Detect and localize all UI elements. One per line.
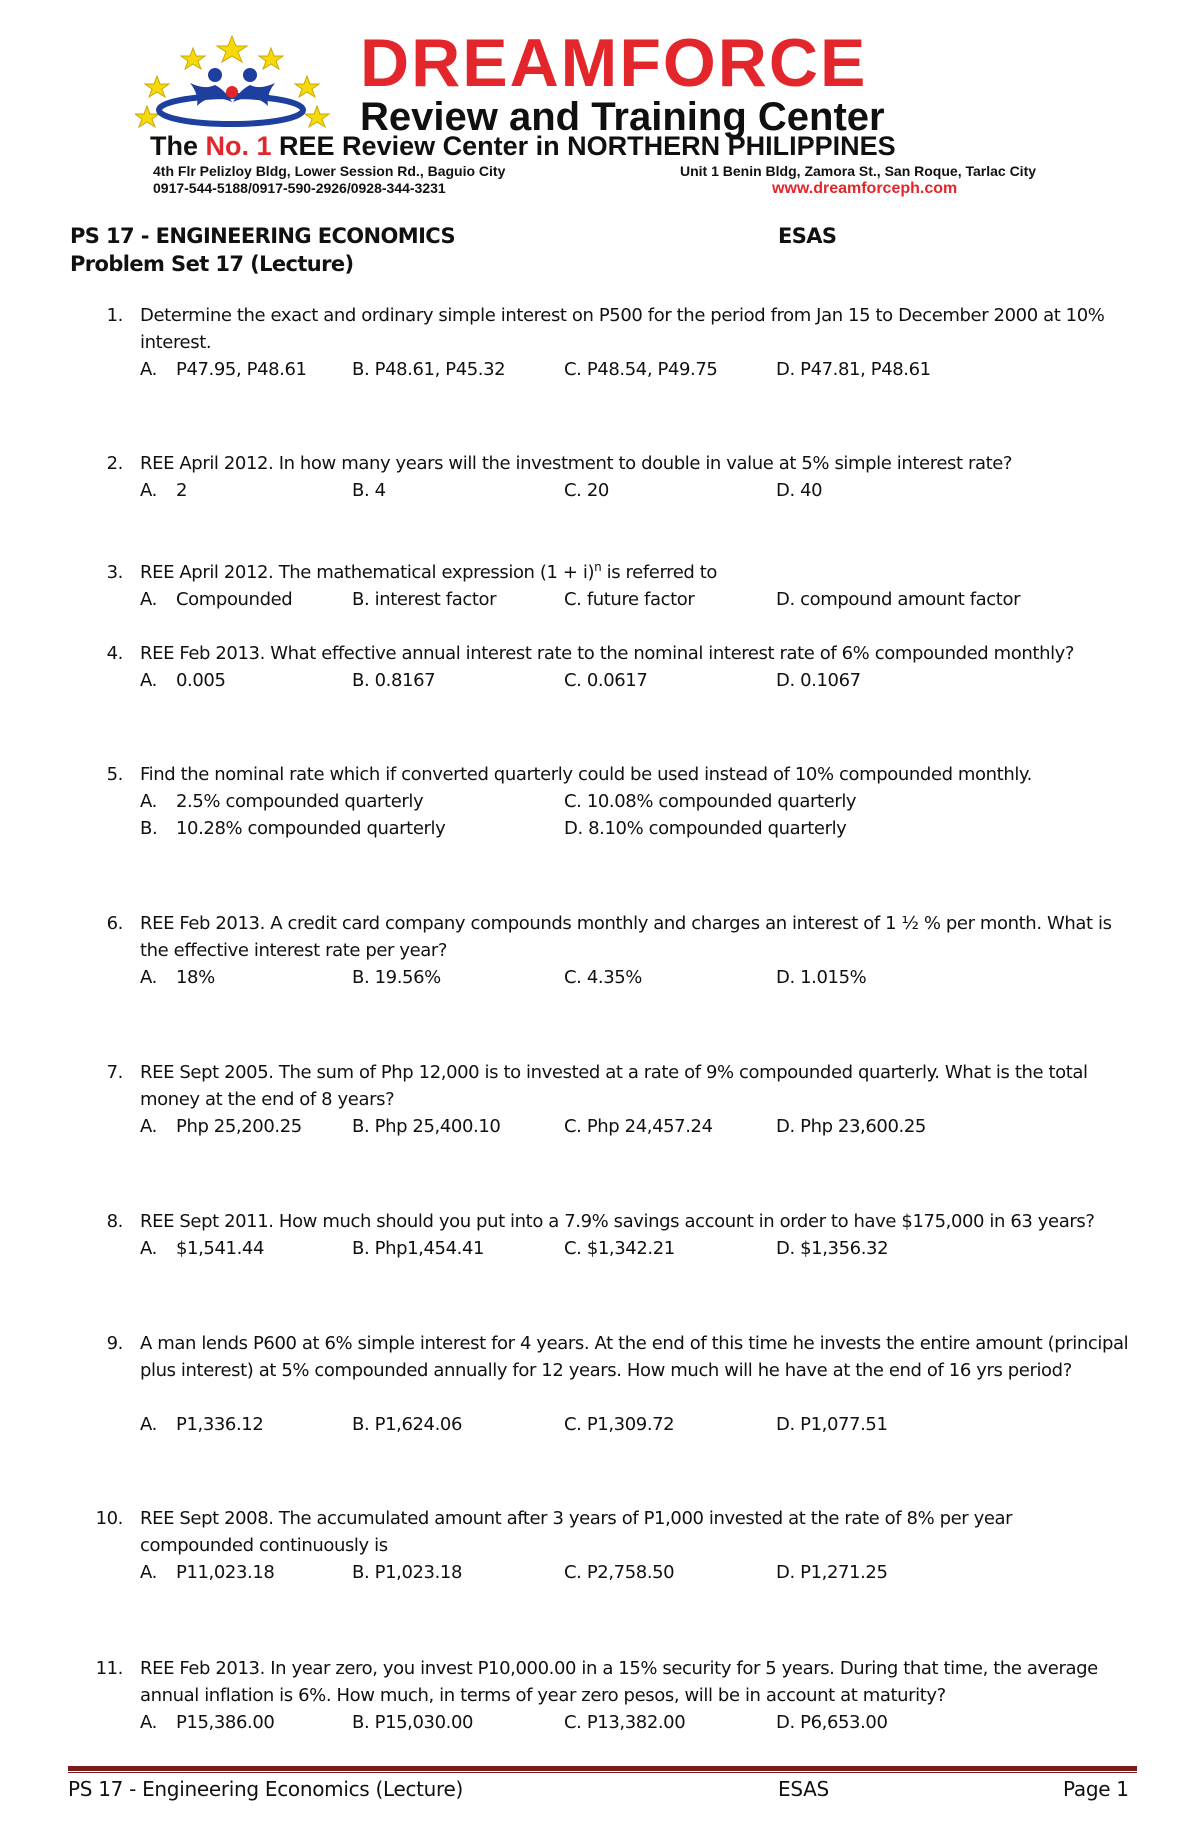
option-text: 40: [800, 480, 823, 501]
option-letter: C.: [564, 1712, 582, 1733]
option-text: 0.8167: [374, 670, 436, 691]
option-text: P1,336.12: [176, 1414, 264, 1435]
option-a: [140, 1235, 264, 1262]
option-text: compound amount factor: [800, 589, 1021, 610]
option-b: [352, 1411, 462, 1438]
option-text: 1.015%: [800, 967, 867, 988]
option-letter: B.: [352, 967, 370, 988]
document-title: PS 17 - ENGINEERING ECONOMICS: [70, 224, 456, 248]
option-text: P15,386.00: [176, 1712, 275, 1733]
footer-divider: [68, 1766, 1137, 1771]
question-number: 3.: [106, 562, 123, 583]
option-text: 0.0617: [586, 670, 648, 691]
question-text: A man lends P600 at 6% simple interest for 4 years. At the end of this time he invests the entire amount (principal plus interest) at 5% compounded annually for 12 years. How much will he have at the end of 16 yrs period?: [140, 1333, 1129, 1381]
contact-numbers: 0917-544-5188/0917-590-2926/0928-344-3231: [153, 180, 446, 196]
option-letter: D.: [776, 1238, 795, 1259]
address-baguio: [153, 163, 505, 197]
option-text: 10.08% compounded quarterly: [586, 791, 857, 812]
option-c: [564, 1235, 675, 1262]
brand-name: [360, 25, 1080, 101]
option-text: P1,309.72: [586, 1414, 675, 1435]
option-letter: A.: [140, 359, 157, 380]
option-letter: B.: [352, 359, 370, 380]
option-letter: A.: [140, 670, 157, 691]
option-text: P47.95, P48.61: [176, 359, 307, 380]
option-letter: D.: [776, 1712, 795, 1733]
option-text: Php 23,600.25: [800, 1116, 926, 1137]
option-b: [352, 667, 435, 694]
option-letter: D.: [564, 818, 583, 839]
document-author-label: ESAS: [778, 224, 837, 248]
option-d: [776, 1113, 926, 1140]
option-text: interest factor: [374, 589, 497, 610]
option-b: [140, 815, 445, 842]
option-letter: D.: [776, 480, 795, 501]
brand-subtitle: Review and Training Center: [360, 95, 885, 139]
option-text: 4: [374, 480, 386, 501]
option-text: P48.61, P45.32: [374, 359, 506, 380]
option-letter: A.: [140, 1712, 157, 1733]
option-text: Php 25,400.10: [374, 1116, 501, 1137]
option-letter: B.: [140, 818, 158, 839]
option-text: Php 24,457.24: [586, 1116, 713, 1137]
option-text: 2: [176, 480, 188, 501]
option-c: [564, 586, 694, 613]
option-d: [776, 1235, 888, 1262]
letterhead: [135, 25, 1075, 200]
question-number: 7.: [106, 1062, 123, 1083]
option-text: 20: [586, 480, 609, 501]
option-c: [564, 1559, 674, 1586]
option-text: Php 25,200.25: [176, 1116, 302, 1137]
option-d: [776, 1411, 888, 1438]
superscript-exponent: n: [594, 560, 602, 574]
option-text: P13,382.00: [586, 1712, 686, 1733]
option-a: [140, 1411, 263, 1438]
option-letter: D.: [776, 1562, 795, 1583]
option-text: 10.28% compounded quarterly: [176, 818, 446, 839]
option-letter: B.: [352, 1116, 370, 1137]
tagline-pre: The: [150, 131, 206, 161]
option-text: P2,758.50: [586, 1562, 675, 1583]
option-letter: A.: [140, 967, 157, 988]
option-letter: C.: [564, 1238, 582, 1259]
question-number: 2.: [106, 453, 123, 474]
footer-author: ESAS: [778, 1777, 829, 1801]
option-d: [776, 586, 1020, 613]
option-letter: B.: [352, 1562, 370, 1583]
option-text: P15,030.00: [374, 1712, 474, 1733]
option-b: [352, 1235, 484, 1262]
option-text: $1,356.32: [800, 1238, 889, 1259]
option-letter: C.: [564, 480, 582, 501]
tagline-no1: No. 1: [205, 131, 272, 161]
option-a: [140, 356, 307, 383]
option-text: 0.1067: [800, 670, 861, 691]
question-text: Find the nominal rate which if converted quarterly could be used instead of 10% compounded monthly.: [140, 764, 1032, 785]
question-number: 5.: [106, 764, 123, 785]
page-number: Page 1: [1063, 1777, 1129, 1801]
option-letter: B.: [352, 480, 370, 501]
option-text: 4.35%: [586, 967, 643, 988]
option-letter: D.: [776, 589, 795, 610]
option-a: [140, 964, 215, 991]
option-a: [140, 586, 292, 613]
option-d: [776, 667, 861, 694]
option-letter: D.: [776, 670, 795, 691]
option-a: [140, 1559, 274, 1586]
option-text: P11,023.18: [176, 1562, 275, 1583]
brand-word-force: FORCE: [619, 25, 868, 101]
question-number: 6.: [106, 913, 123, 934]
option-letter: C.: [564, 359, 582, 380]
option-d: [776, 964, 866, 991]
brand-word-dream: DREAM: [360, 25, 620, 101]
option-a: [140, 788, 423, 815]
option-c: [564, 356, 717, 383]
question-text: REE Sept 2005. The sum of Php 12,000 is to invested at a rate of 9% compounded quarterly. What is the total money at the end of 8 years?: [140, 1062, 1088, 1110]
question-number: 8.: [106, 1211, 123, 1232]
option-text: 8.10% compounded quarterly: [588, 818, 847, 839]
option-c: [564, 477, 609, 504]
option-letter: B.: [352, 1414, 370, 1435]
option-letter: B.: [352, 589, 370, 610]
option-text: 0.005: [176, 670, 226, 691]
option-letter: A.: [140, 1238, 157, 1259]
option-b: [352, 964, 441, 991]
option-text: Compounded: [176, 589, 293, 610]
option-letter: A.: [140, 480, 157, 501]
question-text: Determine the exact and ordinary simple interest on P500 for the period from Jan 15 to December 2000 at 10% interest.: [140, 305, 1105, 353]
option-d: [564, 815, 846, 842]
question-text: REE Sept 2011. How much should you put into a 7.9% savings account in order to have $175,000 in 63 years?: [140, 1211, 1095, 1232]
question-text: REE April 2012. In how many years will the investment to double in value at 5% simple interest rate?: [140, 453, 1013, 474]
address-tarlac: [680, 163, 1036, 197]
option-a: [140, 667, 226, 694]
address-tarlac-line: Unit 1 Benin Bldg, Zamora St., San Roque, Tarlac City: [680, 163, 1037, 179]
address-baguio-line: 4th Flr Pelizloy Bldg, Lower Session Rd., Baguio City: [153, 163, 506, 179]
option-text: $1,342.21: [586, 1238, 675, 1259]
option-text: 19.56%: [374, 967, 441, 988]
option-b: [352, 1709, 473, 1736]
option-text: Php1,454.41: [374, 1238, 485, 1259]
question-number: 10.: [95, 1508, 123, 1529]
option-c: [564, 667, 647, 694]
option-c: [564, 1411, 674, 1438]
option-d: [776, 1559, 888, 1586]
option-letter: D.: [776, 1414, 795, 1435]
option-letter: B.: [352, 670, 370, 691]
question-text: REE Sept 2008. The accumulated amount after 3 years of P1,000 invested at the rate of 8% per year compounded continuously is: [140, 1508, 1013, 1556]
option-text: P6,653.00: [800, 1712, 888, 1733]
option-b: [352, 1113, 500, 1140]
option-text: P1,271.25: [800, 1562, 888, 1583]
option-letter: D.: [776, 359, 795, 380]
option-letter: A.: [140, 589, 157, 610]
option-text: P48.54, P49.75: [586, 359, 718, 380]
option-c: [564, 1709, 685, 1736]
website-link[interactable]: www.dreamforceph.com: [772, 180, 958, 197]
option-b: [352, 1559, 462, 1586]
option-text: P47.81, P48.61: [800, 359, 931, 380]
option-a: [140, 1113, 302, 1140]
option-c: [564, 964, 642, 991]
option-b: [352, 586, 496, 613]
option-d: [776, 477, 822, 504]
option-letter: C.: [564, 589, 582, 610]
option-a: [140, 477, 187, 504]
tagline-post: REE Review Center in NORTHERN PHILIPPINES: [271, 131, 896, 161]
option-letter: D.: [776, 1116, 795, 1137]
question-text: [140, 559, 1130, 586]
question-number: 11.: [95, 1658, 123, 1679]
document-subtitle: Problem Set 17 (Lecture): [70, 252, 354, 276]
option-letter: A.: [140, 1562, 157, 1583]
question-text-part: REE April 2012. The mathematical expression (1 + i): [140, 562, 595, 583]
dreamforce-logo-icon: [135, 28, 365, 143]
footer-title: PS 17 - Engineering Economics (Lecture): [68, 1777, 464, 1801]
tagline: [150, 131, 1080, 162]
option-text: P1,624.06: [374, 1414, 463, 1435]
option-letter: C.: [564, 670, 582, 691]
option-text: $1,541.44: [176, 1238, 265, 1259]
option-letter: A.: [140, 791, 157, 812]
question-number: 1.: [106, 305, 123, 326]
option-letter: C.: [564, 967, 582, 988]
brand-block: [360, 25, 1080, 139]
option-letter: B.: [352, 1712, 370, 1733]
option-text: P1,077.51: [800, 1414, 888, 1435]
question-number: 4.: [106, 643, 123, 664]
option-b: [352, 477, 386, 504]
option-letter: C.: [564, 1414, 582, 1435]
option-letter: C.: [564, 1116, 582, 1137]
option-b: [352, 356, 505, 383]
option-c: [564, 788, 856, 815]
question-number: 9.: [106, 1333, 123, 1354]
question-text: REE Feb 2013. A credit card company compounds monthly and charges an interest of 1 ½ % per month. What is the effective interest rate per year?: [140, 913, 1112, 961]
option-text: 18%: [176, 967, 215, 988]
question-text-part: is referred to: [601, 562, 718, 583]
option-d: [776, 356, 931, 383]
question-text: REE Feb 2013. In year zero, you invest P10,000.00 in a 15% security for 5 years. During that time, the average annual inflation is 6%. How much, in terms of year zero pesos, will be in account at maturity?: [140, 1658, 1098, 1706]
option-letter: B.: [352, 1238, 370, 1259]
option-text: P1,023.18: [374, 1562, 463, 1583]
option-a: [140, 1709, 274, 1736]
footer-divider-thin: [68, 1772, 1137, 1773]
question-text: REE Feb 2013. What effective annual interest rate to the nominal interest rate of 6% compounded monthly?: [140, 643, 1075, 664]
option-letter: D.: [776, 967, 795, 988]
option-d: [776, 1709, 888, 1736]
option-c: [564, 1113, 713, 1140]
option-text: 2.5% compounded quarterly: [176, 791, 424, 812]
option-letter: C.: [564, 791, 582, 812]
option-letter: A.: [140, 1116, 157, 1137]
option-letter: A.: [140, 1414, 157, 1435]
option-text: future factor: [586, 589, 695, 610]
option-letter: C.: [564, 1562, 582, 1583]
